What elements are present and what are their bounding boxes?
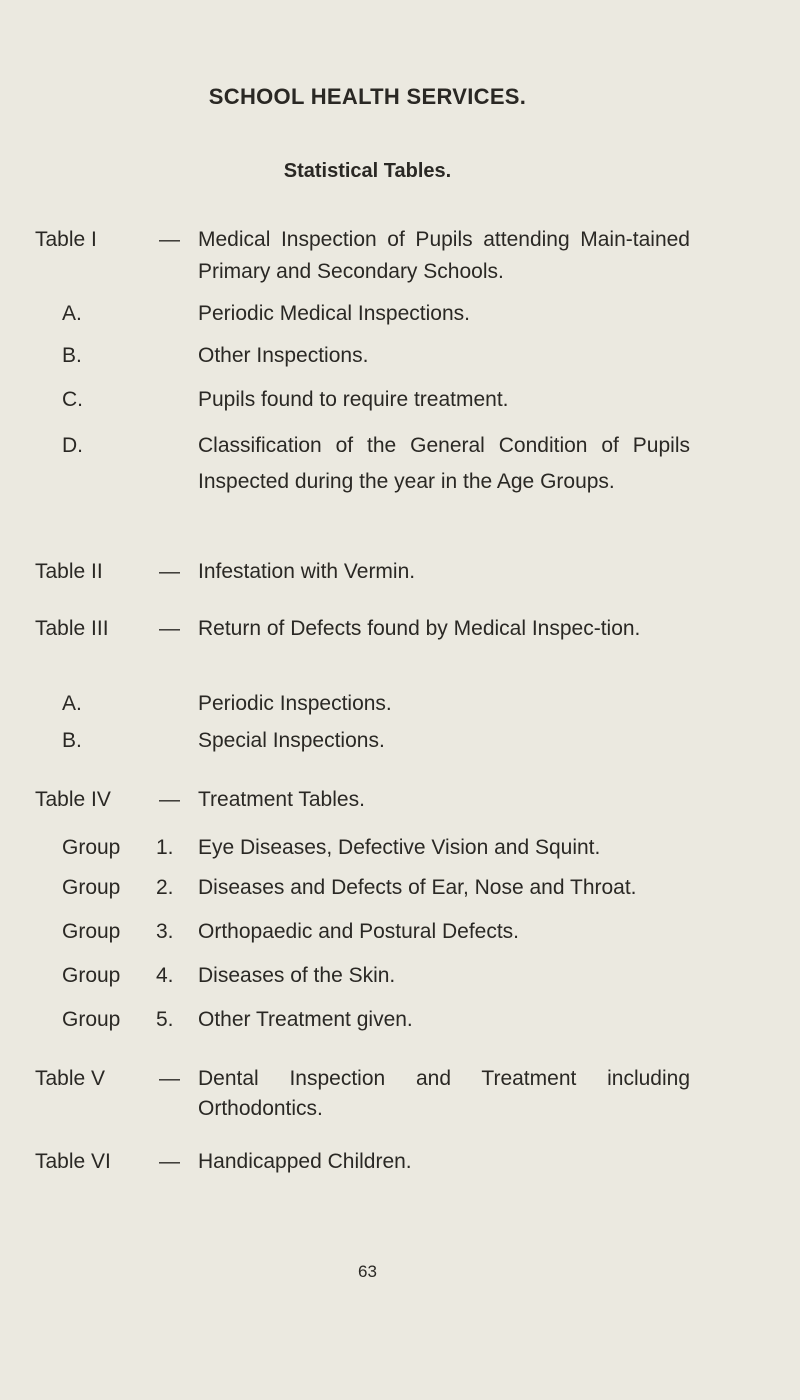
table-entry-6 <box>0 1146 800 1186</box>
table-description: Medical Inspection of Pupils attending Main-tained Primary and Secondary Schools. <box>198 228 690 283</box>
table-label: Table VI <box>35 1150 111 1173</box>
table-description: Treatment Tables. <box>198 788 365 811</box>
table-description: Infestation with Vermin. <box>198 560 416 583</box>
group-number: 2. <box>156 876 174 899</box>
group-label: Group <box>62 920 121 943</box>
dash: — <box>159 617 180 640</box>
dash: — <box>159 788 180 811</box>
item-text: Other Inspections. <box>198 344 369 367</box>
table-entry-4 <box>0 784 800 824</box>
table-description: Return of Defects found by Medical Inspec-tion. <box>198 617 641 640</box>
table-label: Table V <box>35 1067 106 1090</box>
group-item <box>0 1004 800 1044</box>
item-letter: B. <box>62 344 82 367</box>
table-label: Table II <box>35 560 103 583</box>
group-text: Diseases and Defects of Ear, Nose and Throat. <box>198 876 637 899</box>
item-letter: A. <box>62 692 82 715</box>
list-item <box>0 688 800 728</box>
group-text: Other Treatment given. <box>198 1008 413 1031</box>
group-label: Group <box>62 964 121 987</box>
group-item <box>0 960 800 1000</box>
page-number: 63 <box>358 1262 377 1281</box>
item-text: Classification of the General Condition of Pupils Inspected during the year in the Age Groups. <box>198 434 690 493</box>
table-description: Handicapped Children. <box>198 1150 412 1173</box>
group-number: 5. <box>156 1008 174 1031</box>
group-label: Group <box>62 1008 121 1031</box>
group-number: 4. <box>156 964 174 987</box>
item-letter: D. <box>62 434 83 457</box>
group-item <box>0 832 800 872</box>
table-entry-2 <box>0 556 800 596</box>
dash: — <box>159 1150 180 1173</box>
item-text: Special Inspections. <box>198 729 385 752</box>
group-label: Group <box>62 836 121 859</box>
item-text: Periodic Inspections. <box>198 692 392 715</box>
dash: — <box>159 560 180 583</box>
group-label: Group <box>62 876 121 899</box>
dash: — <box>159 228 180 251</box>
table-label: Table IV <box>35 788 111 811</box>
group-item <box>0 916 800 956</box>
item-letter: C. <box>62 388 83 411</box>
item-letter: A. <box>62 302 82 325</box>
group-item <box>0 872 800 912</box>
table-description: Dental Inspection and Treatment including Orthodontics. <box>198 1067 690 1120</box>
item-text: Periodic Medical Inspections. <box>198 302 470 325</box>
table-label: Table I <box>35 228 97 251</box>
group-text: Diseases of the Skin. <box>198 964 396 987</box>
group-number: 1. <box>156 836 174 859</box>
page-title: SCHOOL HEALTH SERVICES. <box>208 84 527 109</box>
list-item <box>0 725 800 765</box>
item-letter: B. <box>62 729 82 752</box>
table-label: Table III <box>35 617 109 640</box>
group-text: Orthopaedic and Postural Defects. <box>198 920 520 943</box>
page-subtitle: Statistical Tables. <box>283 160 452 182</box>
list-item <box>0 340 800 380</box>
group-number: 3. <box>156 920 174 943</box>
list-item <box>0 384 800 424</box>
dash: — <box>159 1067 180 1090</box>
group-text: Eye Diseases, Defective Vision and Squint. <box>198 836 601 859</box>
item-text: Pupils found to require treatment. <box>198 388 509 411</box>
list-item <box>0 298 800 338</box>
